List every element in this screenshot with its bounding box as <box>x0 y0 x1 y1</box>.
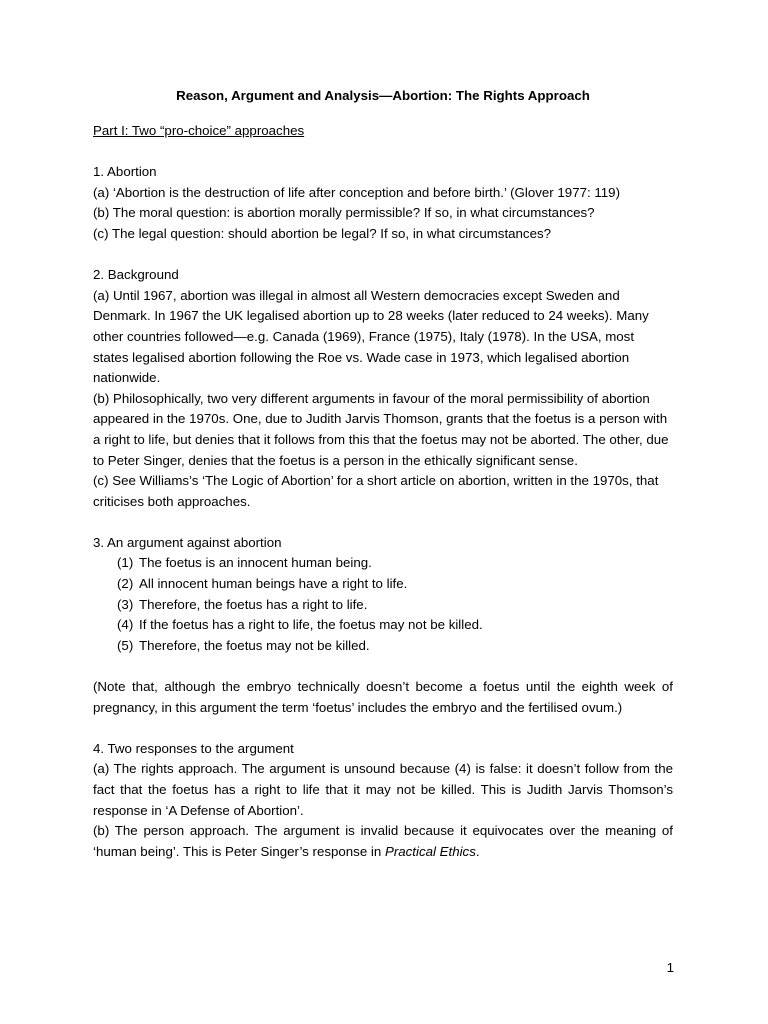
paragraph: (a) Until 1967, abortion was illegal in almost all Western democracies except Sweden and Denmark. In 1967 the UK legalised abortion up to 28 weeks (later reduced to 24 weeks). Many other countries followed—e.g. Canada (1969), France (1975), Italy (1978). In the USA, most states legalised abortion following the Roe vs. Wade case in 1973, which legalised abortion nationwide. <box>93 287 649 386</box>
paragraph: (a) The rights approach. The argument is unsound because (4) is false: it doesn’t follow from the fact that the foetus has a right to life that it may not be killed. This is Judith Jarvis Thomson’s response in ‘A Defense of Abortion’. <box>93 761 673 818</box>
paragraph-text: . <box>475 843 480 859</box>
paragraph <box>93 821 673 862</box>
list-item <box>117 553 673 574</box>
book-title: Practical Ethics <box>384 843 476 859</box>
list-text: Therefore, the foetus has a right to life. <box>139 596 368 612</box>
paragraph: (c) See Williams’s ‘The Logic of Abortion’ for a short article on abortion, written in the 1970s, that criticises both approaches. <box>93 473 659 509</box>
document-page <box>93 86 673 862</box>
paragraph: (c) The legal question: should abortion be legal? If so, in what circumstances? <box>93 225 552 241</box>
paragraph: (b) The moral question: is abortion morally permissible? If so, in what circumstances? <box>93 205 595 221</box>
page-number: 1 <box>666 960 674 975</box>
paragraph: (a) ‘Abortion is the destruction of life after conception and before birth.’ (Glover 1977: 119) <box>93 184 620 200</box>
note-paragraph: (Note that, although the embryo technically doesn’t become a foetus until the eighth week of pregnancy, in this argument the term ‘foetus’ includes the embryo and the fertilised ovum.) <box>93 679 673 715</box>
list-text: The foetus is an innocent human being. <box>139 555 372 571</box>
list-text: All innocent human beings have a right to life. <box>139 576 408 592</box>
list-text: If the foetus has a right to life, the foetus may not be killed. <box>139 617 483 633</box>
paragraph: (b) Philosophically, two very different arguments in favour of the moral permissibility of abortion appeared in the 1970s. One, due to Judith Jarvis Thomson, grants that the foetus is a person with a right to life, but denies that it follows from this that the foetus may not be aborted. The other, due to Peter Singer, denies that the foetus is a person in the ethically significant sense. <box>93 390 669 468</box>
section-responses <box>93 739 673 863</box>
section-heading: 3. An argument against abortion <box>93 534 282 550</box>
list-number: (1) <box>117 555 134 571</box>
list-number: (4) <box>117 617 134 633</box>
list-text: Therefore, the foetus may not be killed. <box>139 637 370 653</box>
list-item <box>117 574 673 595</box>
page-title: Reason, Argument and Analysis—Abortion: The Rights Approach <box>176 88 590 103</box>
list-number: (3) <box>117 596 134 612</box>
list-item <box>117 595 673 616</box>
list-number: (2) <box>117 576 134 592</box>
section-background <box>93 265 673 512</box>
section-heading: 4. Two responses to the argument <box>93 740 294 756</box>
list-item <box>117 615 673 636</box>
list-number: (5) <box>117 637 134 653</box>
section-heading: 2. Background <box>93 267 179 283</box>
list-item <box>117 636 673 657</box>
section-abortion <box>93 162 673 244</box>
argument-list <box>93 553 673 656</box>
part-heading: Part I: Two “pro-choice” approaches <box>93 123 305 138</box>
paragraph-text: (b) The person approach. The argument is invalid because it equivocates over the meaning of ‘human being’. This is Peter Singer’s response in <box>93 823 673 859</box>
section-argument <box>93 533 673 718</box>
section-heading: 1. Abortion <box>93 164 157 180</box>
